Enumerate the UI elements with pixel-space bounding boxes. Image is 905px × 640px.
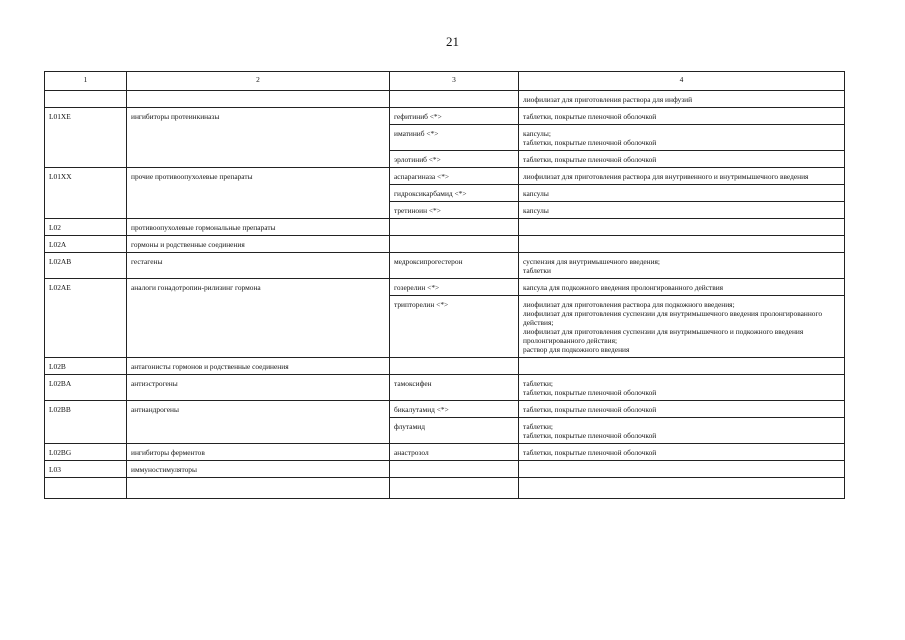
table-row [45,108,845,125]
header-cell-3: 3 [390,72,519,91]
drug-cell: трипторелин <*> [390,296,519,358]
dosage-form-cell [519,236,845,253]
table-row [45,358,845,375]
dosage-form-cell [519,461,845,478]
group-cell: аналоги гонадотропин-рилизинг гормона [127,279,390,358]
table-row [45,478,845,499]
table-row [45,236,845,253]
drug-table [44,71,845,499]
drug-cell: анастрозол [390,444,519,461]
atc-code-cell: L02A [45,236,127,253]
table-row [45,219,845,236]
page-number: 21 [446,34,459,49]
atc-code-cell: L01XX [45,168,127,219]
atc-code-cell [45,478,127,499]
table-row [45,91,845,108]
atc-code-cell: L02B [45,358,127,375]
drug-cell: медроксипрогестерон [390,253,519,279]
atc-code-cell: L01XE [45,108,127,168]
table-row [45,375,845,401]
dosage-form-cell [519,358,845,375]
dosage-form-cell: лиофилизат для приготовления раствора для подкожного введения; лиофилизат для приготовления суспензии для внутримышечного введения пролонгированного действия; лиофилизат для приготовления суспензии для внутримышечного и подкожного введения пролонгированного действия; раствор для подкожного введения [519,296,845,358]
drug-cell: флутамид [390,418,519,444]
drug-cell: аспарагиназа <*> [390,168,519,185]
drug-cell [390,358,519,375]
atc-code-cell: L02 [45,219,127,236]
atc-code-cell [45,91,127,108]
drug-cell: бикалутамид <*> [390,401,519,418]
header-cell-4: 4 [519,72,845,91]
group-cell: антиандрогены [127,401,390,444]
group-cell: ингибиторы ферментов [127,444,390,461]
atc-code-cell: L02BG [45,444,127,461]
atc-code-cell: L02AE [45,279,127,358]
drug-cell [390,91,519,108]
group-cell: иммуностимуляторы [127,461,390,478]
atc-code-cell: L02BB [45,401,127,444]
group-cell: ингибиторы протеинкиназы [127,108,390,168]
table-row [45,401,845,418]
group-cell [127,91,390,108]
group-cell: противоопухолевые гормональные препараты [127,219,390,236]
atc-code-cell: L02AB [45,253,127,279]
dosage-form-cell: суспензия для внутримышечного введения; таблетки [519,253,845,279]
drug-cell [390,219,519,236]
dosage-form-cell [519,478,845,499]
drug-cell: третиноин <*> [390,202,519,219]
table-row [45,444,845,461]
drug-cell: тамоксифен [390,375,519,401]
dosage-form-cell: капсулы [519,185,845,202]
drug-cell: гефитиниб <*> [390,108,519,125]
dosage-form-cell: таблетки; таблетки, покрытые пленочной оболочкой [519,418,845,444]
group-cell [127,478,390,499]
table-row [45,461,845,478]
dosage-form-cell: лиофилизат для приготовления раствора для внутривенного и внутримышечного введения [519,168,845,185]
dosage-form-cell: таблетки, покрытые пленочной оболочкой [519,108,845,125]
drug-cell: иматиниб <*> [390,125,519,151]
dosage-form-cell: капсулы; таблетки, покрытые пленочной оболочкой [519,125,845,151]
drug-cell: гозерелин <*> [390,279,519,296]
dosage-form-cell [519,219,845,236]
header-cell-1: 1 [45,72,127,91]
table-row [45,279,845,296]
drug-cell [390,478,519,499]
table-row [45,168,845,185]
header-cell-2: 2 [127,72,390,91]
group-cell: антагонисты гормонов и родственные соединения [127,358,390,375]
dosage-form-cell: капсула для подкожного введения пролонгированного действия [519,279,845,296]
group-cell: прочие противоопухолевые препараты [127,168,390,219]
atc-code-cell: L02BA [45,375,127,401]
drug-cell: эрлотиниб <*> [390,151,519,168]
group-cell: гормоны и родственные соединения [127,236,390,253]
group-cell: антиэстрогены [127,375,390,401]
drug-cell: гидроксикарбамид <*> [390,185,519,202]
drug-cell [390,461,519,478]
drug-cell [390,236,519,253]
group-cell: гестагены [127,253,390,279]
dosage-form-cell: лиофилизат для приготовления раствора для инфузий [519,91,845,108]
dosage-form-cell: таблетки, покрытые пленочной оболочкой [519,401,845,418]
dosage-form-cell: таблетки; таблетки, покрытые пленочной оболочкой [519,375,845,401]
dosage-form-cell: таблетки, покрытые пленочной оболочкой [519,444,845,461]
table-header-row [45,72,845,91]
table-row [45,253,845,279]
atc-code-cell: L03 [45,461,127,478]
dosage-form-cell: таблетки, покрытые пленочной оболочкой [519,151,845,168]
dosage-form-cell: капсулы [519,202,845,219]
